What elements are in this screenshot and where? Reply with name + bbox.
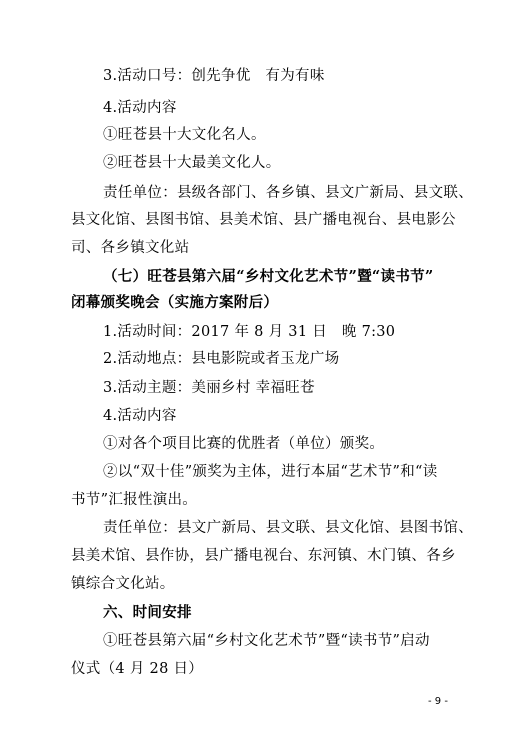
text-line: 责任单位：县文广新局、县文联、县文化馆、县图书馆、 (103, 520, 473, 536)
text-line: 2.活动地点：县电影院或者玉龙广场 (103, 351, 340, 367)
text-line: 司、各乡镇文化站 (71, 240, 190, 256)
text-line: ②以“双十佳”颁奖为主体，进行本届“艺术节”和“读 (103, 464, 438, 480)
text-line: ①旺苍县十大文化名人。 (103, 127, 266, 143)
section-heading: （七）旺苍县第六届“乡村文化艺术节”暨“读书节” (103, 268, 434, 285)
page-number: - 9 - (428, 696, 448, 707)
text-line: 3.活动主题：美丽乡村 幸福旺苍 (103, 380, 315, 396)
section-heading: 六、时间安排 (103, 604, 192, 621)
text-line: 镇综合文化站。 (71, 576, 175, 592)
text-line: ①旺苍县第六届“乡村文化艺术节”暨“读书节”启动 (103, 633, 430, 649)
text-line: 责任单位：县级各部门、各乡镇、县文广新局、县文联、 (103, 185, 473, 201)
text-line: 3.活动口号：创先争优 有为有味 (103, 68, 325, 84)
text-line: 书节”汇报性演出。 (71, 492, 198, 508)
text-line: 4.活动内容 (103, 408, 177, 424)
text-line: 4.活动内容 (103, 100, 177, 116)
text-line: 1.活动时间：2017 年 8 月 31 日 晚 7:30 (103, 324, 396, 340)
text-line: 县文化馆、县图书馆、县美术馆、县广播电视台、县电影公 (71, 212, 456, 228)
text-line: ②旺苍县十大最美文化人。 (103, 155, 281, 171)
text-line: 县美术馆、县作协，县广播电视台、东河镇、木门镇、各乡 (71, 548, 456, 564)
section-heading: 闭幕颁奖晚会（实施方案附后） (71, 294, 279, 311)
text-line: ①对各个项目比赛的优胜者（单位）颁奖。 (103, 436, 385, 452)
text-line: 仪式（4 月 28 日） (71, 661, 204, 677)
